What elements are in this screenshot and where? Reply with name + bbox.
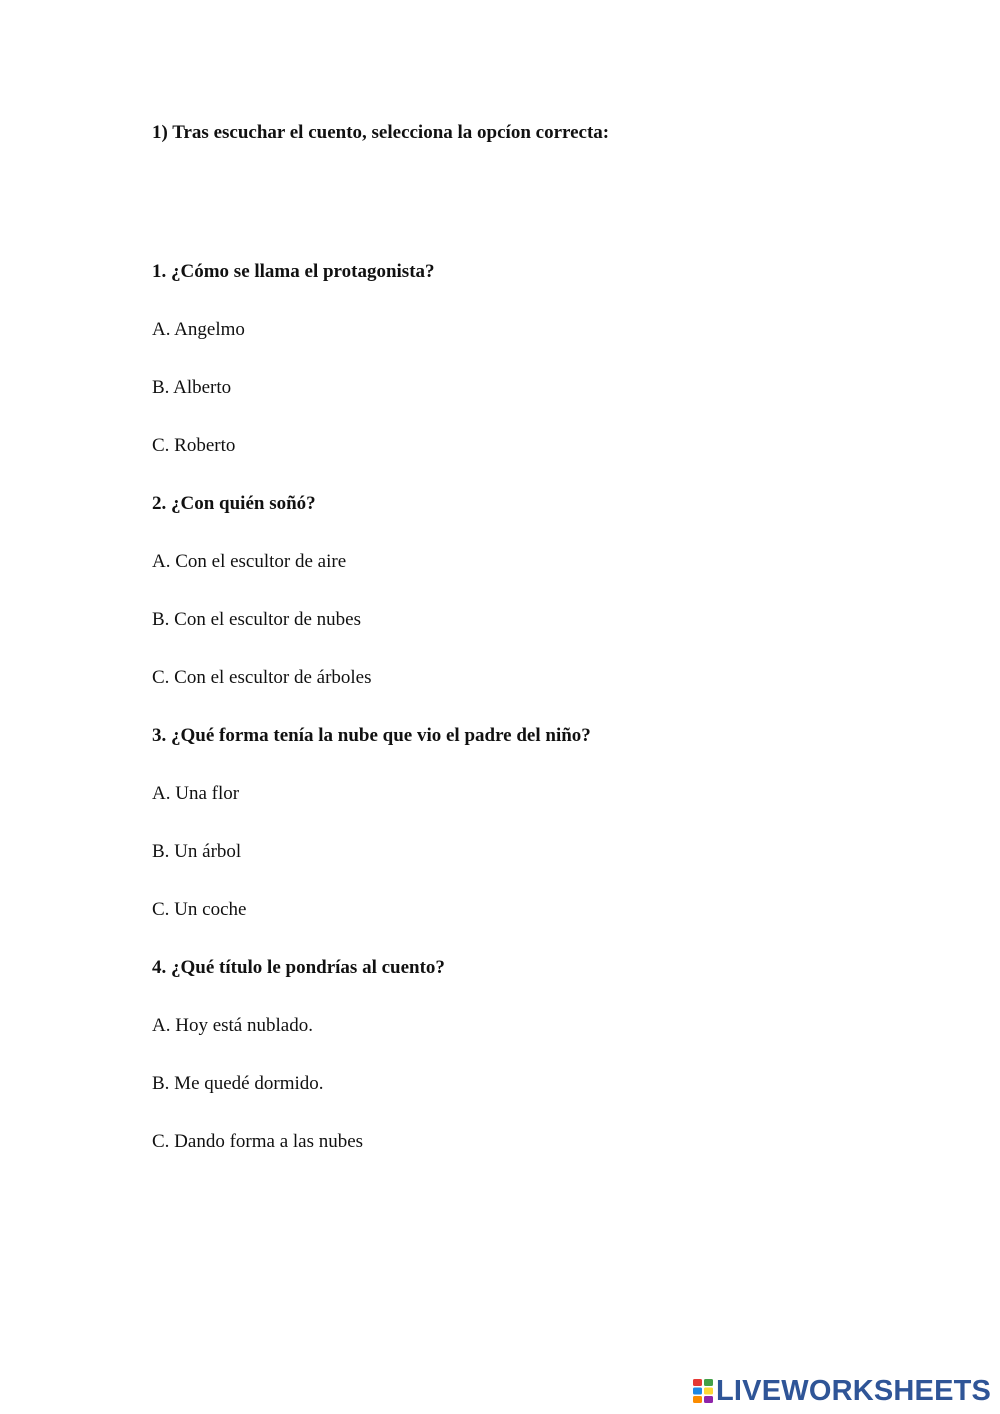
liveworksheets-logo-icon xyxy=(693,1379,713,1403)
liveworksheets-brand xyxy=(693,1376,991,1406)
question-3-option-b[interactable]: B. Un árbol xyxy=(152,841,242,862)
question-3-option-c[interactable]: C. Un coche xyxy=(152,899,247,920)
question-4-option-b[interactable]: B. Me quedé dormido. xyxy=(152,1073,324,1094)
question-1-option-a[interactable]: A. Angelmo xyxy=(152,319,245,340)
question-2-prompt: 2. ¿Con quién soñó? xyxy=(152,493,316,514)
question-3-option-a[interactable]: A. Una flor xyxy=(152,783,240,804)
question-1-prompt: 1. ¿Cómo se llama el protagonista? xyxy=(152,261,435,282)
question-2-option-b[interactable]: B. Con el escultor de nubes xyxy=(152,609,361,630)
question-4-option-c[interactable]: C. Dando forma a las nubes xyxy=(152,1131,364,1152)
worksheet-instruction: 1) Tras escuchar el cuento, selecciona la opcíon correcta: xyxy=(152,122,610,143)
liveworksheets-logo-text: LIVEWORKSHEETS xyxy=(716,1375,992,1407)
question-1-option-b[interactable]: B. Alberto xyxy=(152,377,232,398)
question-2-option-c[interactable]: C. Con el escultor de árboles xyxy=(152,667,372,688)
question-1-option-c[interactable]: C. Roberto xyxy=(152,435,236,456)
quiz-questions xyxy=(152,260,952,1188)
question-4-option-a[interactable]: A. Hoy está nublado. xyxy=(152,1015,313,1036)
question-2-option-a[interactable]: A. Con el escultor de aire xyxy=(152,551,347,572)
question-3-prompt: 3. ¿Qué forma tenía la nube que vio el padre del niño? xyxy=(152,725,591,746)
question-4-prompt: 4. ¿Qué título le pondrías al cuento? xyxy=(152,957,445,978)
